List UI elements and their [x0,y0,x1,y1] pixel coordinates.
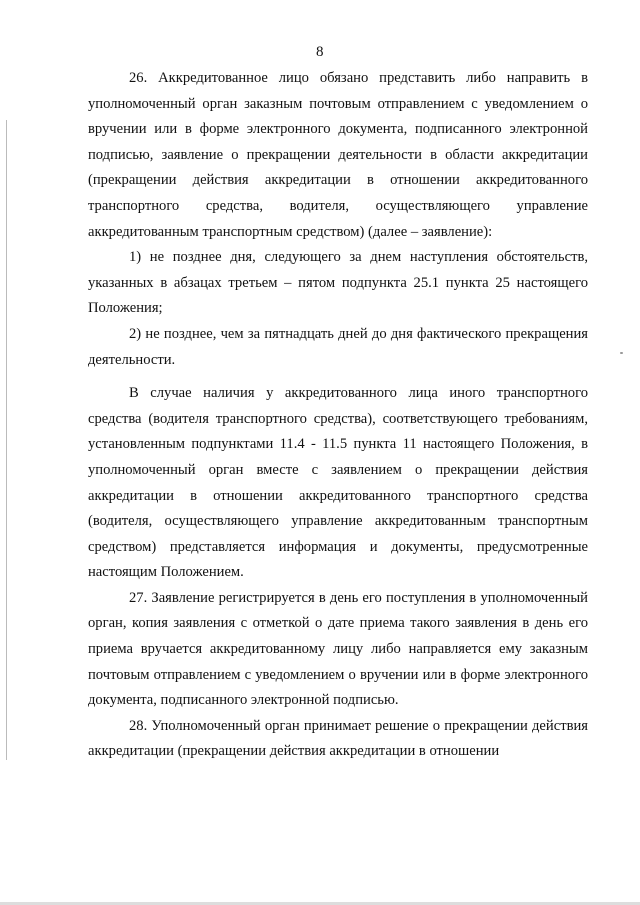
paragraph-item-1: 1) не позднее дня, следующего за днем наступления обстоятельств, указанных в абзацах третьем – пятом подпункта 25.1 пункта 25 настоящего Положения; [88,249,588,317]
paragraph-28: 28. Уполномоченный орган принимает решение о прекращении действия аккредитации (прекращении действия аккредитации в отношении [88,717,588,760]
paragraph-other-vehicle: В случае наличия у аккредитованного лица иного транспортного средства (водителя транспортного средства), соответствующего требованиям, установленным подпунктами 11.4 - 11.5 пункта 11 настоящего Положения, в уполномоченный орган вместе с заявлением о прекращении действия аккредитации в отношении аккредитованного транспортного средства (водителя, осуществляющего управление аккредитованным транспортным средством) представляется информация и документы, предусмотренные настоящим Положением. [88,385,588,581]
paragraph-item-2: 2) не позднее, чем за пятнадцать дней до дня фактического прекращения деятельности. [88,325,588,368]
scan-speck [620,352,623,354]
scan-edge-mark [6,120,7,760]
paragraph-26: 26. Аккредитованное лицо обязано представить либо направить в уполномоченный орган заказным почтовым отправлением с уведомлением о вручении или в форме электронного документа, подписанного электронной подписью, заявление о прекращении деятельности в области аккредитации (прекращении действия аккредитации в отношении аккредитованного транспортного средства, водителя, осуществляющего управление аккредитованным транспортным средством) (далее – заявление): [88,70,588,240]
paragraph-27: 27. Заявление регистрируется в день его поступления в уполномоченный орган, копия заявления с отметкой о дате приема такого заявления в день его приема вручается аккредитованному лицу либо направляется ему заказным почтовым отправлением с уведомлением о вручении или в форме электронного документа, подписанного электронной подписью. [88,589,588,709]
document-body [88,66,588,765]
page-number: 8 [316,44,324,60]
